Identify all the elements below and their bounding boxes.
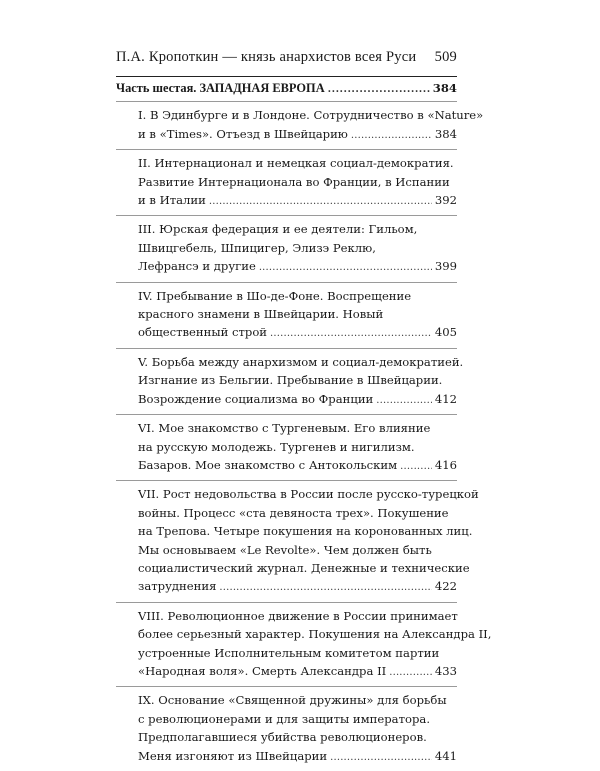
toc-entry-line bbox=[138, 220, 457, 238]
toc-entry-line bbox=[138, 419, 457, 437]
leader-dots bbox=[389, 662, 432, 682]
leader-dots bbox=[219, 577, 431, 597]
leader-dots bbox=[259, 257, 432, 277]
toc-entry-text: Изгнание из Бельгии. Пребывание в Швейцарии. bbox=[138, 373, 443, 388]
toc-entry-line bbox=[138, 438, 457, 456]
leader-dots bbox=[209, 191, 432, 211]
toc-entry-text: более серьезный характер. Покушения на Александра II, bbox=[138, 627, 492, 642]
toc-entry-text: Базаров. Мое знакомство с Антокольским bbox=[138, 457, 398, 472]
toc-entry bbox=[116, 414, 457, 480]
toc-entry-text: Швицгебель, Шпицигер, Элизэ Реклю, bbox=[138, 240, 376, 255]
running-head-title: П.А. Кропоткин — князь анархистов всея Руси bbox=[116, 49, 417, 65]
toc-entry-text: VIII. Революционное движение в России принимает bbox=[138, 608, 458, 623]
toc-entry-text: социалистический журнал. Денежные и технические bbox=[138, 560, 470, 575]
toc-entry-text: на русскую молодежь. Тургенев и нигилизм. bbox=[138, 439, 415, 454]
toc-entry-line bbox=[138, 522, 473, 540]
toc-entry bbox=[116, 101, 484, 149]
toc-entry-text: и в «Times». Отъезд в Швейцарию bbox=[138, 126, 348, 141]
toc-entry-text: устроенные Исполнительным комитетом партии bbox=[138, 645, 440, 660]
toc-entry-text: VI. Мое знакомство с Тургеневым. Его влияние bbox=[138, 421, 431, 436]
toc-entry bbox=[116, 686, 457, 771]
toc-entries bbox=[116, 101, 492, 771]
toc-entry-line bbox=[138, 287, 457, 305]
leader-dots bbox=[376, 390, 432, 410]
toc-entry-text: Развитие Интернационала во Франции, в Испании bbox=[138, 174, 450, 189]
toc-entry-page: 422 bbox=[434, 579, 457, 594]
toc-entry-line bbox=[138, 728, 457, 746]
toc-entry-line bbox=[138, 371, 457, 389]
toc-entry-text: III. Юрская федерация и ее деятели: Гильом, bbox=[138, 222, 418, 237]
toc-entry-line bbox=[138, 607, 457, 625]
toc-entry-text: Лефрансэ и другие bbox=[138, 259, 256, 274]
toc-entry-text: V. Борьба между анархизмом и социал-демократией. bbox=[138, 354, 464, 369]
toc-entry-line bbox=[138, 125, 457, 145]
toc-entry-page: 384 bbox=[434, 126, 457, 141]
leader-dots bbox=[400, 456, 432, 476]
toc-entry-line bbox=[138, 173, 457, 191]
toc-entry bbox=[116, 602, 492, 687]
toc-entry-page: 412 bbox=[434, 391, 457, 406]
toc-entry-line bbox=[138, 504, 457, 522]
toc-entry-text: II. Интернационал и немецкая социал-демократия. bbox=[138, 156, 454, 171]
toc-entry-page: 392 bbox=[434, 193, 457, 208]
part-page: 384 bbox=[432, 81, 457, 95]
toc-entry bbox=[116, 348, 464, 414]
toc-entry-line bbox=[138, 577, 457, 597]
leader-dots bbox=[351, 125, 432, 145]
toc-entry-line bbox=[138, 257, 457, 277]
table-of-contents bbox=[116, 79, 492, 771]
toc-entry bbox=[116, 149, 457, 215]
toc-entry-text: затруднения bbox=[138, 579, 217, 594]
toc-entry-text: IX. Основание «Священной дружины» для борьбы bbox=[138, 693, 447, 708]
running-head bbox=[116, 49, 457, 66]
toc-entry-text: Меня изгоняют из Швейцарии bbox=[138, 748, 328, 763]
toc-entry-text: и в Италии bbox=[138, 193, 206, 208]
toc-entry-line bbox=[138, 390, 457, 410]
toc-entry-line bbox=[138, 191, 457, 211]
leader-dots bbox=[270, 323, 432, 343]
toc-entry-text: Предполагавшиеся убийства революционеров. bbox=[138, 730, 427, 745]
toc-entry-line bbox=[138, 625, 492, 643]
toc-entry-text: «Народная воля». Смерть Александра II bbox=[138, 663, 387, 678]
toc-entry bbox=[116, 215, 457, 281]
toc-entry-text: Возрождение социализма во Франции bbox=[138, 391, 374, 406]
toc-entry-line bbox=[138, 485, 479, 503]
toc-entry-line bbox=[138, 353, 464, 371]
toc-entry-text: войны. Процесс «ста девяноста трех». Покушение bbox=[138, 505, 449, 520]
toc-entry-text: IV. Пребывание в Шо-де-Фоне. Воспрещение bbox=[138, 288, 412, 303]
toc-entry-text: на Трепова. Четыре покушения на коронованных лиц. bbox=[138, 524, 473, 539]
toc-entry-text: VII. Рост недовольства в России после русско-турецкой bbox=[138, 487, 479, 502]
toc-entry-line bbox=[138, 662, 457, 682]
toc-entry-page: 405 bbox=[434, 325, 457, 340]
toc-entry-line bbox=[138, 323, 457, 343]
toc-entry-text: Мы основываем «Le Revolte». Чем должен быть bbox=[138, 542, 432, 557]
page-number: 509 bbox=[434, 49, 457, 65]
toc-entry-line bbox=[138, 541, 457, 559]
toc-entry bbox=[116, 282, 457, 348]
toc-entry-page: 399 bbox=[434, 259, 457, 274]
toc-entry-line bbox=[138, 691, 457, 709]
part-title: Часть шестая. ЗАПАДНАЯ ЕВРОПА bbox=[116, 81, 325, 95]
toc-entry-line bbox=[138, 305, 457, 323]
toc-entry-text: общественный строй bbox=[138, 325, 268, 340]
toc-entry-page: 416 bbox=[434, 457, 457, 472]
toc-entry bbox=[116, 480, 479, 601]
toc-entry-line bbox=[138, 559, 470, 577]
toc-part-heading bbox=[116, 79, 457, 99]
toc-entry-line bbox=[138, 154, 457, 172]
toc-entry-text: с революционерами и для защиты императора. bbox=[138, 711, 431, 726]
toc-entry-line bbox=[138, 239, 457, 257]
toc-entry-text: красного знамени в Швейцарии. Новый bbox=[138, 307, 384, 322]
leader-dots bbox=[328, 79, 430, 99]
toc-entry-page: 433 bbox=[434, 663, 457, 678]
toc-entry-text: I. В Эдинбурге и в Лондоне. Сотрудничество в «Nature» bbox=[138, 108, 484, 123]
toc-entry-line bbox=[138, 456, 457, 476]
toc-entry-page: 441 bbox=[434, 748, 457, 763]
header-rule bbox=[116, 76, 457, 77]
toc-entry-line bbox=[138, 106, 484, 124]
toc-entry-line bbox=[138, 710, 457, 728]
toc-entry-line bbox=[138, 644, 457, 662]
